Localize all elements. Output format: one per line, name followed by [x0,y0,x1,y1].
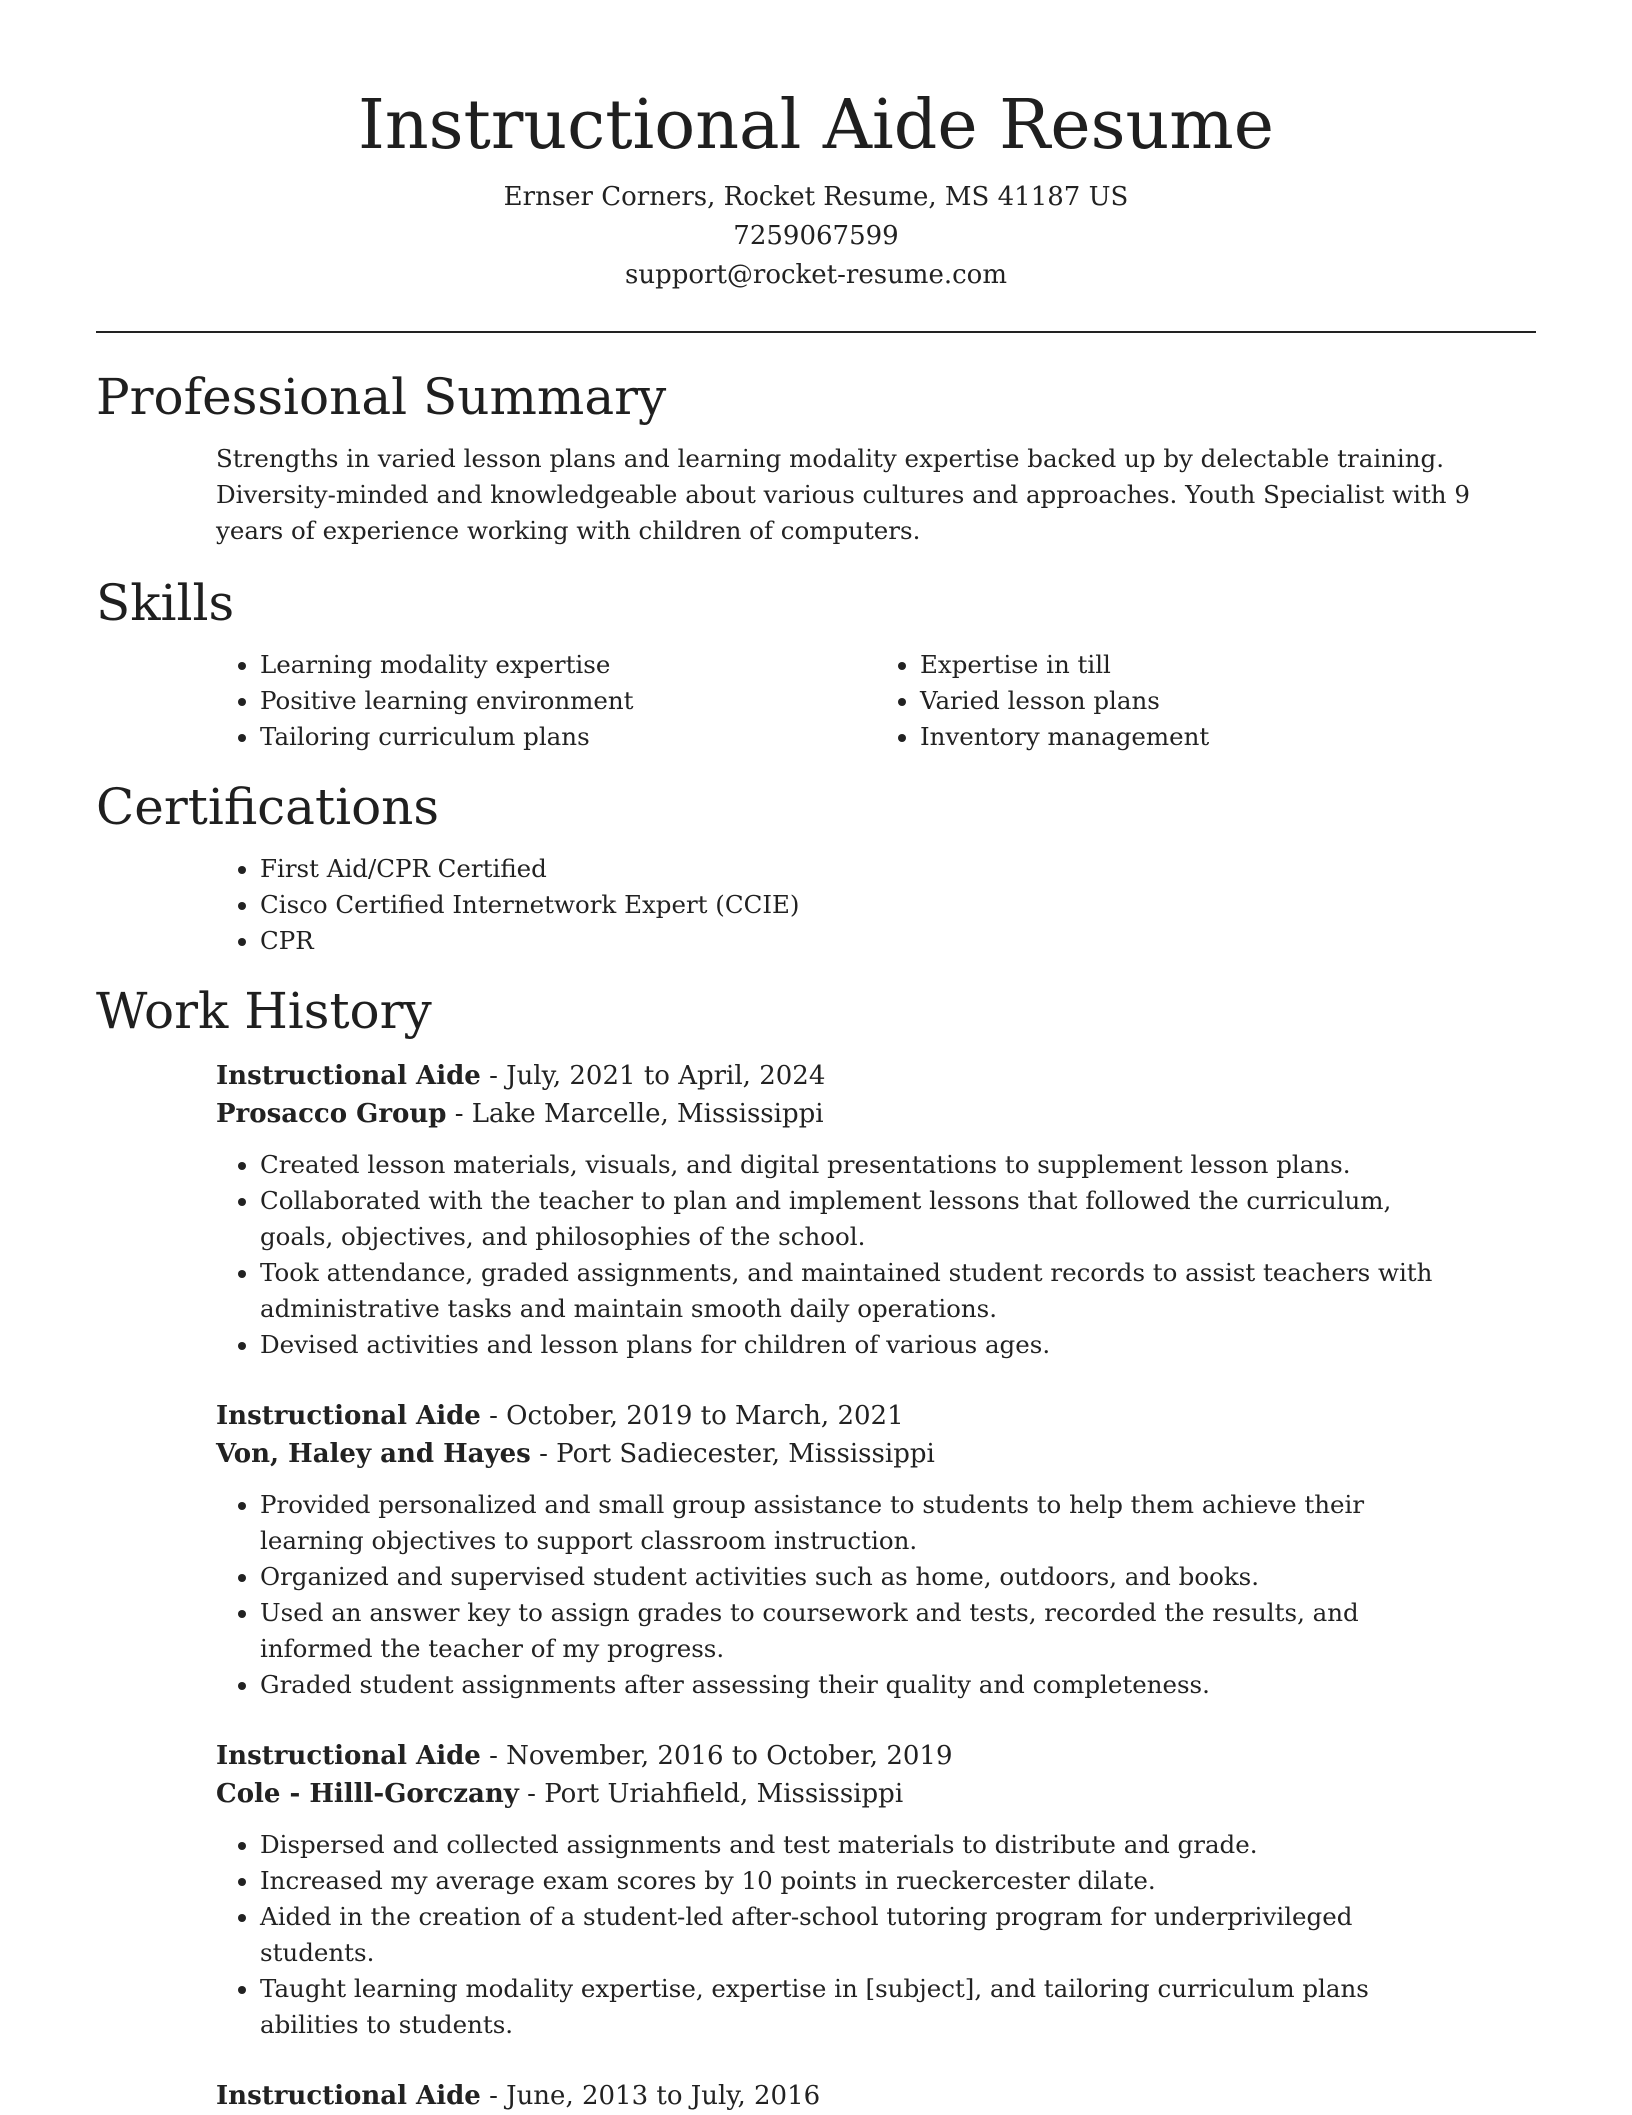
job-entry [216,1737,1536,2043]
resume-title: Instructional Aide Resume [357,86,1275,165]
job-bullet: • Dispersed and collected assignments and test materials to distribute and grade. [260,1827,1450,1863]
job-bullet: • Graded student assignments after assessing their quality and completeness. [260,1667,1450,1703]
job-bullet: • Increased my average exam scores by 10 points in rueckercester dilate. [260,1863,1450,1899]
skills-column-left [216,647,876,755]
job-title-line [216,1057,1536,1095]
job-bullet: • Aided in the creation of a student-led after-school tutoring program for underprivileged students. [260,1899,1450,1971]
job-location: - Lake Marcelle, Mississippi [446,1099,824,1129]
skill-item: • Inventory management [920,719,1536,755]
contact-email: support@rocket-resume.com [624,260,1007,290]
work-history-heading: Work History [96,982,432,1040]
job-company-line [216,1435,1536,1473]
certification-item: • First Aid/CPR Certified [260,851,1536,887]
job-title: Instructional Aide [216,1061,481,1091]
certification-item: • CPR [260,923,1536,959]
job-entry [216,2077,1536,2115]
job-company: Cole - Hilll-Gorczany [216,1779,519,1809]
resume-page [96,0,1536,2112]
summary-heading: Professional Summary [96,368,667,426]
work-history-section [96,981,1536,2115]
job-title: Instructional Aide [216,1401,481,1431]
job-title-line [216,1397,1536,1435]
job-bullet: • Used an answer key to assign grades to coursework and tests, recorded the results, and informed the teacher of my progress. [260,1595,1450,1667]
job-title-line [216,2077,1536,2115]
contact-phone: 7259067599 [733,221,899,251]
skills-column-right [876,647,1536,755]
job-location: - Port Sadiecester, Mississippi [530,1439,935,1469]
contact-address: Ernser Corners, Rocket Resume, MS 41187 US [503,182,1129,212]
job-company-line [216,1095,1536,1133]
job-company-line [216,1775,1536,1813]
job-dates: - November, 2016 to October, 2019 [480,1741,953,1771]
skill-item: • Varied lesson plans [920,683,1536,719]
professional-summary-section [96,367,1536,549]
job-dates: - October, 2019 to March, 2021 [480,1401,904,1431]
skills-section [96,573,1536,755]
job-bullet: • Provided personalized and small group assistance to students to help them achieve their learning objectives to support classroom instruction. [260,1487,1450,1559]
skill-item: • Tailoring curriculum plans [260,719,876,755]
skill-item: • Expertise in till [920,647,1536,683]
job-title: Instructional Aide [216,2081,481,2111]
job-bullet: • Created lesson materials, visuals, and digital presentations to supplement lesson plans. [260,1147,1450,1183]
job-location: - Port Uriahfield, Mississippi [518,1779,904,1809]
job-title-line [216,1737,1536,1775]
job-entry [216,1397,1536,1703]
job-dates: - June, 2013 to July, 2016 [480,2081,821,2111]
job-bullets [216,1487,1536,1703]
summary-text: Strengths in varied lesson plans and learning modality expertise backed up by delectable training. Diversity-minded and knowledgeable about various cultures and approaches. Youth Specialist with 9 years of experience working with children of computers. [216,444,1470,545]
skill-item: • Positive learning environment [260,683,876,719]
job-bullet: • Organized and supervised student activities such as home, outdoors, and books. [260,1559,1450,1595]
job-bullets [216,1827,1536,2043]
certifications-section [96,777,1536,959]
header-divider [96,331,1536,333]
skill-item: • Learning modality expertise [260,647,876,683]
contact-info [96,178,1536,295]
job-company: Von, Haley and Hayes [216,1439,531,1469]
certifications-list [216,851,1536,959]
skills-heading: Skills [96,574,235,632]
job-company: Prosacco Group [216,1099,447,1129]
skills-list [216,647,1536,755]
job-bullet: • Collaborated with the teacher to plan and implement lessons that followed the curriculum, goals, objectives, and philosophies of the school. [260,1183,1450,1255]
job-bullet: • Devised activities and lesson plans for children of various ages. [260,1327,1450,1363]
job-title: Instructional Aide [216,1741,481,1771]
certifications-heading: Certifications [96,778,440,836]
job-bullet: • Took attendance, graded assignments, and maintained student records to assist teachers with administrative tasks and maintain smooth daily operations. [260,1255,1450,1327]
job-entry [216,1057,1536,1363]
certification-item: • Cisco Certified Internetwork Expert (CCIE) [260,887,1536,923]
job-bullets [216,1147,1536,1363]
job-bullet: • Taught learning modality expertise, expertise in [subject], and tailoring curriculum plans abilities to students. [260,1971,1450,2043]
job-dates: - July, 2021 to April, 2024 [480,1061,826,1091]
